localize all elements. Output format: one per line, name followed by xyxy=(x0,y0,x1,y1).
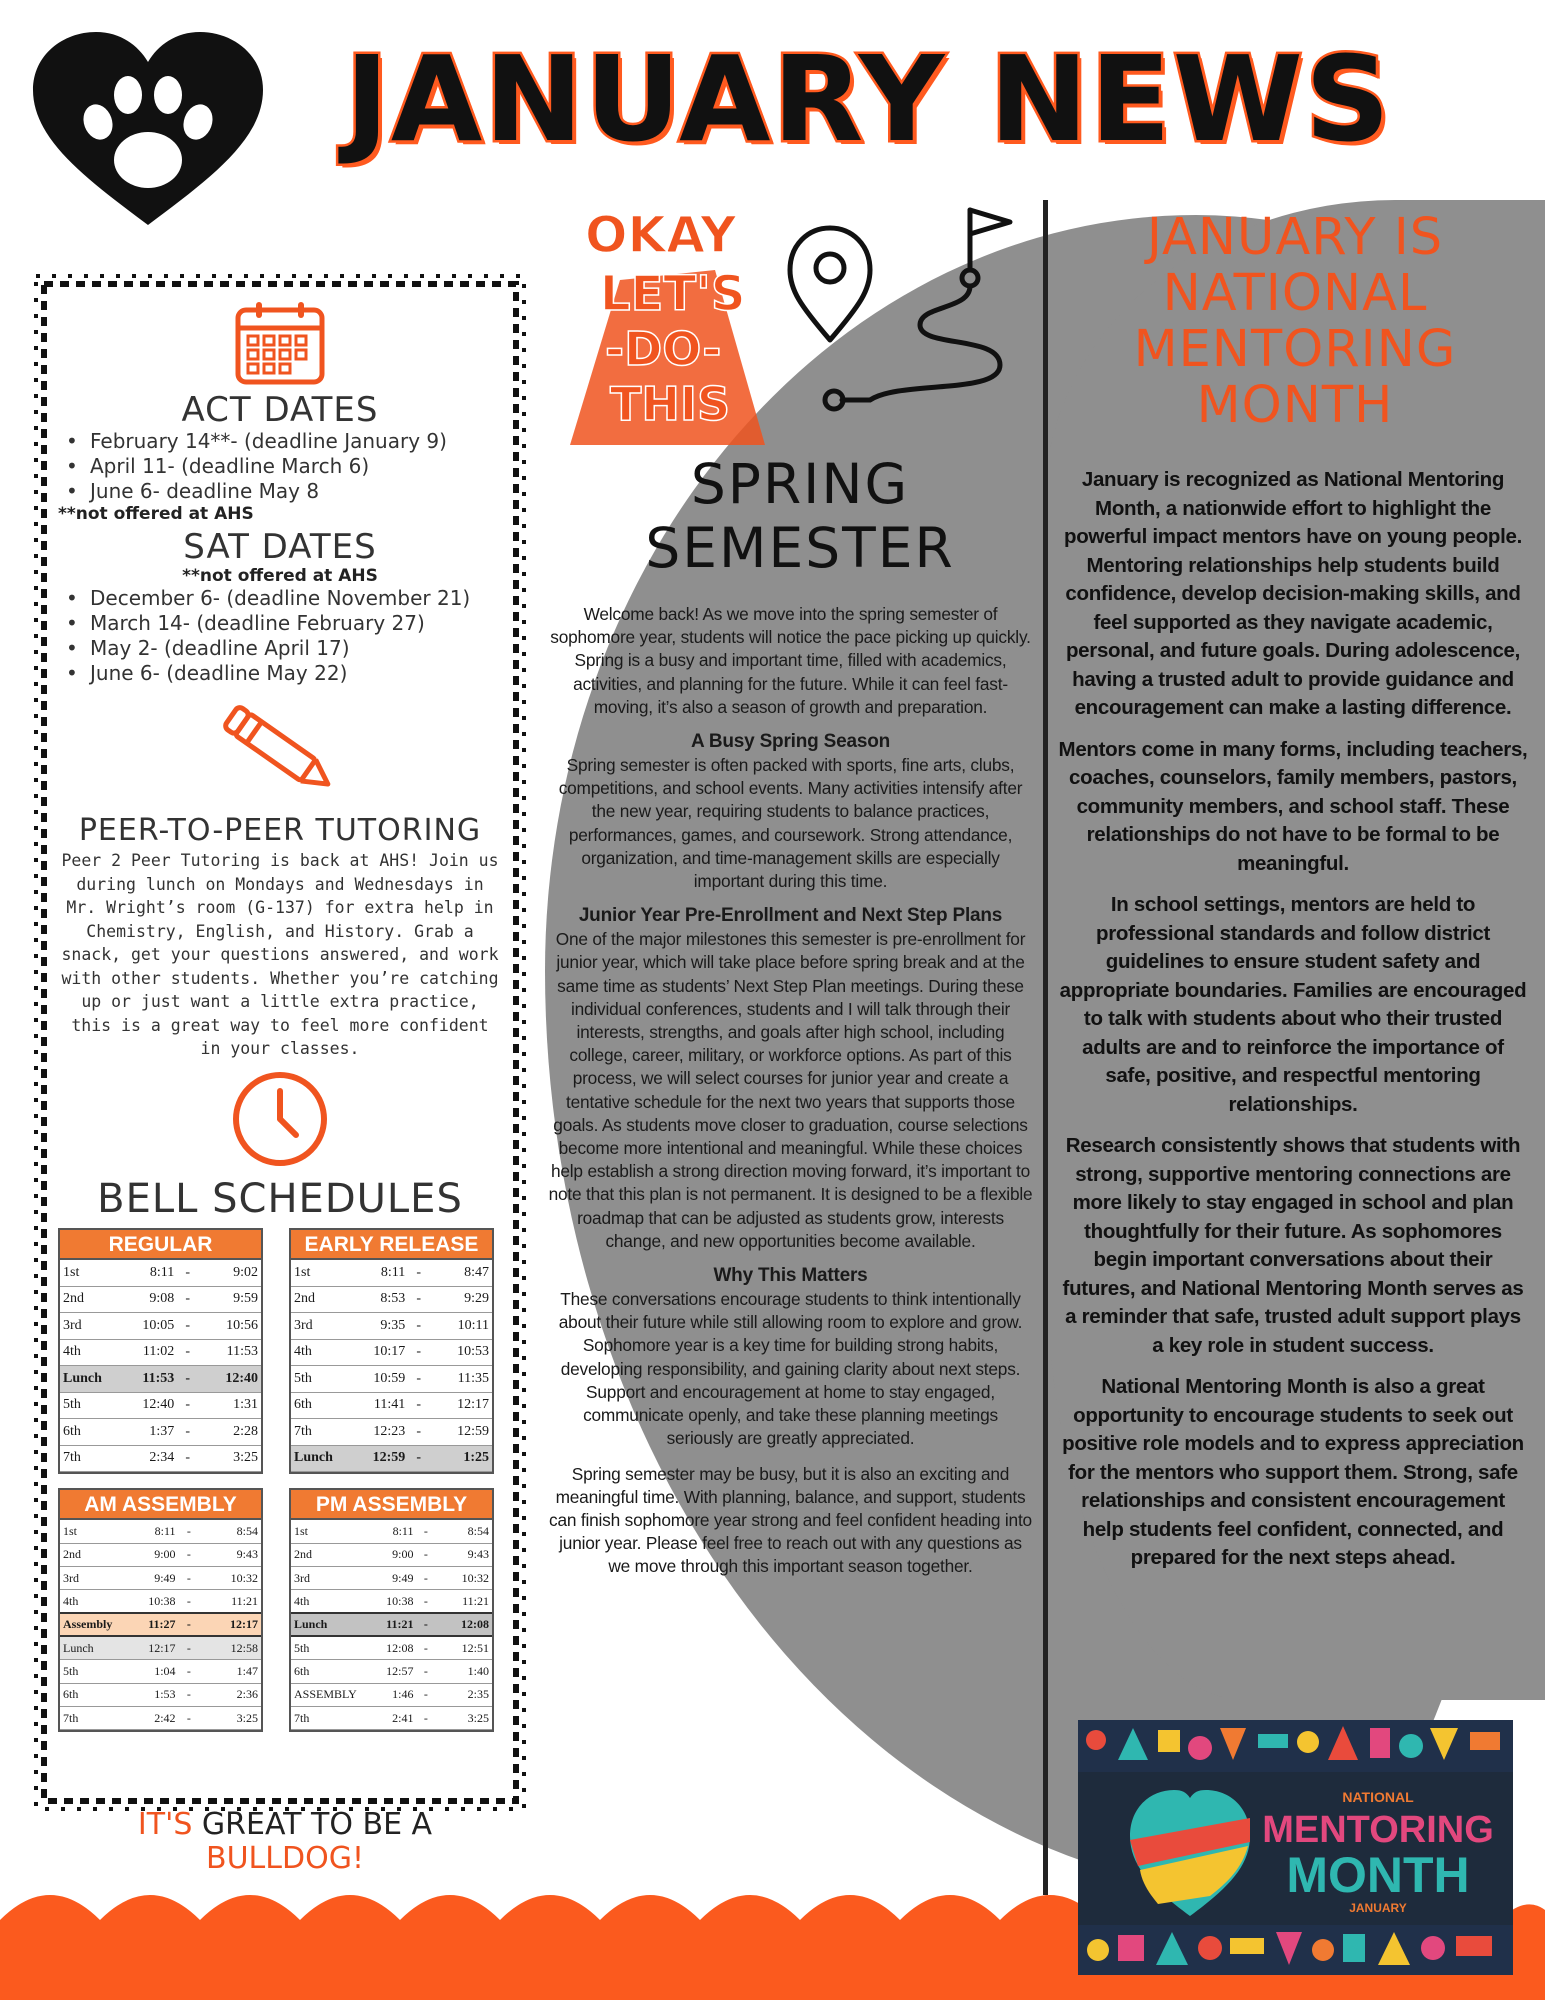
dash-cell: - xyxy=(177,1339,198,1366)
slogan-bulldog: BULLDOG! xyxy=(206,1841,364,1876)
dash-cell: - xyxy=(416,1706,435,1729)
period-cell: 4th xyxy=(291,1339,345,1366)
end-time-cell: 12:59 xyxy=(429,1419,492,1446)
table-row xyxy=(60,1613,261,1636)
tutoring-text: Peer 2 Peer Tutoring is back at AHS! Join us during lunch on Mondays and Wednesdays in Mr. Wright’s room (G-137) for extra help in Chemistry, English, and History. Grab a snack, get your questions answered, and work with other students. Whether you’re catching up or just want a little extra practice, this is a great way to feel more confident in your classes. xyxy=(61,851,499,1058)
table-row xyxy=(291,1706,492,1729)
table-row xyxy=(60,1366,261,1393)
end-time-cell: 3:25 xyxy=(435,1706,492,1729)
period-cell: 5th xyxy=(291,1366,345,1393)
end-time-cell: 1:40 xyxy=(435,1660,492,1683)
period-cell: 6th xyxy=(60,1683,117,1706)
end-time-cell: 3:25 xyxy=(199,1706,261,1729)
dash-cell: - xyxy=(416,1543,435,1566)
end-time-cell: 8:54 xyxy=(435,1520,492,1543)
start-time-cell: 12:57 xyxy=(360,1660,417,1683)
pattern-border-bottom xyxy=(1078,1925,1513,1975)
period-cell: 2nd xyxy=(60,1543,117,1566)
dash-cell: - xyxy=(416,1567,435,1590)
art-text-do: -DO- xyxy=(605,322,722,376)
start-time-cell: 9:49 xyxy=(117,1567,179,1590)
end-time-cell: 12:51 xyxy=(435,1636,492,1659)
start-time-cell: 2:34 xyxy=(114,1445,177,1472)
period-cell: 3rd xyxy=(291,1313,345,1340)
table-row xyxy=(60,1392,261,1419)
period-cell: 7th xyxy=(291,1419,345,1446)
pm-schedule-table xyxy=(291,1520,492,1730)
table-row xyxy=(60,1706,261,1729)
period-cell: 4th xyxy=(291,1590,360,1613)
section-text-pre-enrollment: One of the major milestones this semester is pre-enrollment for junior year, which will take place before spring break and at the same time as students’ Next Step Plan meetings. During these individual conferences, students and I will talk through their interests, strengths, and goals after high school, including college, career, military, or workforce options. As part of this process, we will select courses for junior year and create a tentative schedule for the next two years that supports those goals. As students move closer to graduation, course selections become more intentional and meaningful. While these choices help establish a strong direction moving forward, it’s important to note that this plan is not permanent. It is designed to be a flexible roadmap that can be adjusted as students grow, interests change, and new opportunities become available. xyxy=(548,929,1033,1251)
art-text-this: THIS xyxy=(610,377,731,431)
start-time-cell: 10:59 xyxy=(345,1366,408,1393)
dash-cell: - xyxy=(416,1590,435,1613)
table-row xyxy=(291,1590,492,1613)
regular-schedule xyxy=(58,1228,263,1475)
end-time-cell: 12:17 xyxy=(429,1392,492,1419)
clock-icon xyxy=(230,1069,330,1169)
dash-cell: - xyxy=(408,1260,429,1287)
list-item: • February 14**- (deadline January 9) xyxy=(58,429,502,454)
act-heading: ACT DATES xyxy=(181,390,379,430)
start-time-cell: 12:59 xyxy=(345,1445,408,1472)
dash-cell: - xyxy=(408,1286,429,1313)
period-cell: 3rd xyxy=(60,1313,114,1340)
mentoring-month-title: JANUARY IS NATIONAL MENTORING MONTH xyxy=(1133,208,1457,435)
table-row xyxy=(60,1313,261,1340)
period-cell: 4th xyxy=(60,1339,114,1366)
spring-semester-title xyxy=(600,452,1000,580)
table-row xyxy=(291,1366,492,1393)
dash-cell: - xyxy=(179,1660,200,1683)
early-release-schedule-title: EARLY RELEASE xyxy=(291,1230,492,1260)
start-time-cell: 10:05 xyxy=(114,1313,177,1340)
dash-cell: - xyxy=(416,1613,435,1636)
section-text-busy-spring: Spring semester is often packed with sports, fine arts, clubs, competitions, and school events. Many activities intensify after the new year, requiring students to balance practices, performances, games, and coursework. Strong attendance, organization, and time-management skills are especially important during this time. xyxy=(558,755,1023,892)
table-row xyxy=(60,1339,261,1366)
table-row xyxy=(60,1636,261,1659)
mentoring-paragraph-3: In school settings, mentors are held to professional standards and follow district guidelines to ensure student safety and appropriate boundaries. Families are encouraged to talk with students about who their trusted adults are and to reinforce the importance of safe, positive, and respectful mentoring relationships. xyxy=(1059,893,1527,1116)
table-row xyxy=(291,1419,492,1446)
end-time-cell: 12:08 xyxy=(435,1613,492,1636)
end-time-cell: 8:47 xyxy=(429,1260,492,1287)
start-time-cell: 8:53 xyxy=(345,1286,408,1313)
start-time-cell: 9:00 xyxy=(117,1543,179,1566)
start-time-cell: 10:17 xyxy=(345,1339,408,1366)
sat-heading: SAT DATES xyxy=(183,527,377,567)
dash-cell: - xyxy=(177,1392,198,1419)
table-row xyxy=(291,1660,492,1683)
start-time-cell: 12:17 xyxy=(117,1636,179,1659)
table-row xyxy=(291,1445,492,1472)
early-schedule-table xyxy=(291,1260,492,1473)
table-row xyxy=(60,1445,261,1472)
intro-paragraph: Welcome back! As we move into the spring semester of sophomore year, students will notice the pace picking up quickly. Spring is a busy and important time, filled with academics, activities, and planning for the future. While it can feel fast-moving, it’s also a season of growth and preparation. xyxy=(550,604,1031,717)
start-time-cell: 1:04 xyxy=(117,1660,179,1683)
okay-lets-do-this-graphic xyxy=(565,200,775,450)
table-row xyxy=(60,1567,261,1590)
end-time-cell: 9:43 xyxy=(435,1543,492,1566)
end-time-cell: 2:36 xyxy=(199,1683,261,1706)
start-time-cell: 9:49 xyxy=(360,1567,417,1590)
dash-cell: - xyxy=(179,1683,200,1706)
period-cell: 5th xyxy=(60,1392,114,1419)
start-time-cell: 11:02 xyxy=(114,1339,177,1366)
dash-cell: - xyxy=(408,1313,429,1340)
dash-cell: - xyxy=(179,1543,200,1566)
column-divider xyxy=(1043,200,1048,1895)
bulldog-slogan xyxy=(80,1808,490,1876)
dash-cell: - xyxy=(416,1520,435,1543)
dash-cell: - xyxy=(416,1660,435,1683)
mentoring-article xyxy=(1058,466,1528,1586)
end-time-cell: 9:02 xyxy=(198,1260,261,1287)
dash-cell: - xyxy=(177,1419,198,1446)
art-text-lets: LET'S xyxy=(600,266,746,322)
mentoring-paragraph-1: January is recognized as National Mentoring Month, a nationwide effort to highlight the powerful impact mentors have on young people. Mentoring relationships help students build confidence, develop decision-making skills, and feel supported as they navigate academic, personal, and future goals. During adolescence, having a trusted adult to provide guidance and encouragement can make a lasting difference. xyxy=(1063,468,1523,719)
start-time-cell: 12:08 xyxy=(360,1636,417,1659)
dash-cell: - xyxy=(408,1366,429,1393)
title-line-1: SPRING xyxy=(690,452,910,516)
table-row xyxy=(60,1419,261,1446)
period-cell: 1st xyxy=(60,1260,114,1287)
left-info-panel xyxy=(30,270,530,1815)
period-cell: ASSEMBLY xyxy=(291,1683,360,1706)
mentoring-paragraph-4: Research consistently shows that students with strong, supportive mentoring connections are more likely to stay engaged in school and plan thoughtfully for their future. As sophomores begin important conversations about their futures, and National Mentoring Month serves as a reminder that safe, trusted adult support plays a key role in student success. xyxy=(1062,1134,1524,1357)
start-time-cell: 10:38 xyxy=(360,1590,417,1613)
start-time-cell: 8:11 xyxy=(117,1520,179,1543)
spring-semester-article xyxy=(548,603,1033,1579)
start-time-cell: 9:35 xyxy=(345,1313,408,1340)
dash-cell: - xyxy=(179,1567,200,1590)
end-time-cell: 10:53 xyxy=(429,1339,492,1366)
tutoring-heading: PEER-TO-PEER TUTORING xyxy=(78,813,482,848)
slogan-its: IT'S xyxy=(137,1807,193,1842)
end-time-cell: 2:35 xyxy=(435,1683,492,1706)
sat-note: **not offered at AHS xyxy=(182,566,378,586)
period-cell: Lunch xyxy=(291,1445,345,1472)
paw-heart-icon xyxy=(28,30,268,230)
dash-cell: - xyxy=(177,1366,198,1393)
start-time-cell: 12:40 xyxy=(114,1392,177,1419)
end-time-cell: 3:25 xyxy=(198,1445,261,1472)
period-cell: 7th xyxy=(60,1445,114,1472)
national-mentoring-month-badge xyxy=(1078,1720,1513,1975)
period-cell: Lunch xyxy=(60,1366,114,1393)
dash-cell: - xyxy=(177,1260,198,1287)
slogan-great: GREAT TO BE A xyxy=(192,1807,433,1842)
regular-schedule-title: REGULAR xyxy=(60,1230,261,1260)
dash-cell: - xyxy=(177,1445,198,1472)
period-cell: 1st xyxy=(291,1520,360,1543)
end-time-cell: 12:17 xyxy=(199,1613,261,1636)
page-title: JANUARY NEWS xyxy=(345,30,1392,168)
period-cell: 2nd xyxy=(60,1286,114,1313)
section-text-why-matters: These conversations encourage students to think intentionally about their future while still allowing room to explore and grow. Sophomore year is a key time for building strong habits, developing responsibility, and gaining clarity about next steps. Support and encouragement at home to stay engaged, communicate openly, and take these planning meetings seriously are greatly appreciated. xyxy=(558,1289,1023,1449)
dash-cell: - xyxy=(179,1613,200,1636)
table-row xyxy=(60,1543,261,1566)
early-release-schedule xyxy=(289,1228,494,1475)
table-row xyxy=(291,1392,492,1419)
table-row xyxy=(291,1260,492,1287)
badge-month-text: MONTH xyxy=(1286,1847,1470,1903)
end-time-cell: 10:56 xyxy=(198,1313,261,1340)
list-item: • March 14- (deadline February 27) xyxy=(58,611,502,636)
period-cell: 2nd xyxy=(291,1286,345,1313)
end-time-cell: 11:35 xyxy=(429,1366,492,1393)
table-row xyxy=(60,1520,261,1543)
end-time-cell: 1:31 xyxy=(198,1392,261,1419)
period-cell: 3rd xyxy=(60,1567,117,1590)
period-cell: Assembly xyxy=(60,1613,117,1636)
table-row xyxy=(291,1636,492,1659)
sat-date-list xyxy=(58,586,502,686)
start-time-cell: 2:41 xyxy=(360,1706,417,1729)
period-cell: Lunch xyxy=(291,1613,360,1636)
start-time-cell: 2:42 xyxy=(117,1706,179,1729)
badge-graphic xyxy=(1078,1720,1513,1975)
title-line-2: SEMESTER xyxy=(645,516,955,580)
am-assembly-schedule-title: AM ASSEMBLY xyxy=(60,1490,261,1520)
start-time-cell: 1:37 xyxy=(114,1419,177,1446)
table-row xyxy=(291,1543,492,1566)
end-time-cell: 12:58 xyxy=(199,1636,261,1659)
period-cell: 2nd xyxy=(291,1543,360,1566)
dash-cell: - xyxy=(416,1683,435,1706)
table-row xyxy=(291,1683,492,1706)
end-time-cell: 9:29 xyxy=(429,1286,492,1313)
table-row xyxy=(291,1613,492,1636)
pm-assembly-schedule-title: PM ASSEMBLY xyxy=(291,1490,492,1520)
period-cell: 7th xyxy=(291,1706,360,1729)
period-cell: 5th xyxy=(291,1636,360,1659)
start-time-cell: 9:08 xyxy=(114,1286,177,1313)
list-item: • April 11- (deadline March 6) xyxy=(58,454,502,479)
table-row xyxy=(60,1260,261,1287)
act-note: **not offered at AHS xyxy=(58,504,254,524)
table-row xyxy=(60,1683,261,1706)
table-row xyxy=(291,1286,492,1313)
period-cell: 6th xyxy=(291,1660,360,1683)
period-cell: 3rd xyxy=(291,1567,360,1590)
dash-cell: - xyxy=(408,1339,429,1366)
dash-cell: - xyxy=(177,1313,198,1340)
dash-cell: - xyxy=(179,1590,200,1613)
period-cell: 7th xyxy=(60,1706,117,1729)
mentoring-paragraph-2: Mentors come in many forms, including teachers, coaches, counselors, family members, pastors, community members, and school staff. These relationships do not have to be formal to be meaningful. xyxy=(1058,737,1528,875)
end-time-cell: 1:47 xyxy=(199,1660,261,1683)
dash-cell: - xyxy=(416,1636,435,1659)
period-cell: 4th xyxy=(60,1590,117,1613)
dash-cell: - xyxy=(179,1520,200,1543)
start-time-cell: 11:27 xyxy=(117,1613,179,1636)
start-time-cell: 11:21 xyxy=(360,1613,417,1636)
end-time-cell: 1:25 xyxy=(429,1445,492,1472)
end-time-cell: 10:32 xyxy=(435,1567,492,1590)
table-row xyxy=(60,1286,261,1313)
list-item: • June 6- (deadline May 22) xyxy=(58,661,502,686)
list-item: • June 6- deadline May 8 xyxy=(58,479,502,504)
am-schedule-table xyxy=(60,1520,261,1730)
period-cell: 6th xyxy=(60,1419,114,1446)
closing-paragraph: Spring semester may be busy, but it is also an exciting and meaningful time. With planning, balance, and support, students can finish sophomore year strong and feel confident heading into junior year. Please feel free to reach out with any questions as we move through this important season together. xyxy=(549,1463,1032,1577)
bell-schedules-heading: BELL SCHEDULES xyxy=(97,1175,463,1222)
section-heading-busy-spring: A Busy Spring Season xyxy=(690,731,891,753)
end-time-cell: 11:21 xyxy=(435,1590,492,1613)
period-cell: 1st xyxy=(291,1260,345,1287)
list-item: • May 2- (deadline April 17) xyxy=(58,636,502,661)
start-time-cell: 12:23 xyxy=(345,1419,408,1446)
section-heading-pre-enrollment: Junior Year Pre-Enrollment and Next Step Plans xyxy=(578,905,1003,927)
badge-january-text: JANUARY xyxy=(1349,1901,1407,1915)
dash-cell: - xyxy=(408,1419,429,1446)
calendar-icon xyxy=(234,300,326,386)
table-row xyxy=(291,1313,492,1340)
start-time-cell: 1:46 xyxy=(360,1683,417,1706)
end-time-cell: 11:53 xyxy=(198,1339,261,1366)
start-time-cell: 1:53 xyxy=(117,1683,179,1706)
start-time-cell: 8:11 xyxy=(360,1520,417,1543)
dash-cell: - xyxy=(408,1445,429,1472)
start-time-cell: 8:11 xyxy=(345,1260,408,1287)
badge-national-text: NATIONAL xyxy=(1342,1789,1414,1805)
end-time-cell: 10:11 xyxy=(429,1313,492,1340)
badge-mentoring-text: MENTORING xyxy=(1262,1809,1494,1851)
end-time-cell: 12:40 xyxy=(198,1366,261,1393)
end-time-cell: 10:32 xyxy=(199,1567,261,1590)
table-row xyxy=(291,1339,492,1366)
map-pin-route-icon xyxy=(770,200,1040,440)
section-heading-why-matters: Why This Matters xyxy=(713,1265,868,1287)
period-cell: 6th xyxy=(291,1392,345,1419)
start-time-cell: 8:11 xyxy=(114,1260,177,1287)
dash-cell: - xyxy=(408,1392,429,1419)
end-time-cell: 11:21 xyxy=(199,1590,261,1613)
act-date-list xyxy=(58,429,502,504)
pm-assembly-schedule xyxy=(289,1488,494,1732)
dash-cell: - xyxy=(179,1636,200,1659)
end-time-cell: 2:28 xyxy=(198,1419,261,1446)
start-time-cell: 11:53 xyxy=(114,1366,177,1393)
mentoring-paragraph-5: National Mentoring Month is also a great opportunity to encourage students to seek out positive role models and to express appreciation for the mentors who support them. Strong, safe relationships and consistent encouragement help students feel confident, connected, and prepared for the next steps ahead. xyxy=(1062,1375,1524,1569)
pencil-icon xyxy=(215,698,345,808)
table-row xyxy=(291,1567,492,1590)
period-cell: Lunch xyxy=(60,1636,117,1659)
bell-schedule-grid xyxy=(58,1228,502,1733)
list-item: • December 6- (deadline November 21) xyxy=(58,586,502,611)
end-time-cell: 9:59 xyxy=(198,1286,261,1313)
dash-cell: - xyxy=(179,1706,200,1729)
start-time-cell: 9:00 xyxy=(360,1543,417,1566)
end-time-cell: 9:43 xyxy=(199,1543,261,1566)
end-time-cell: 8:54 xyxy=(199,1520,261,1543)
period-cell: 1st xyxy=(60,1520,117,1543)
period-cell: 5th xyxy=(60,1660,117,1683)
table-row xyxy=(291,1520,492,1543)
regular-schedule-table xyxy=(60,1260,261,1473)
am-assembly-schedule xyxy=(58,1488,263,1732)
table-row xyxy=(60,1660,261,1683)
art-text-okay: OKAY xyxy=(585,206,737,264)
dash-cell: - xyxy=(177,1286,198,1313)
start-time-cell: 10:38 xyxy=(117,1590,179,1613)
start-time-cell: 11:41 xyxy=(345,1392,408,1419)
pattern-border-top xyxy=(1078,1720,1513,1772)
table-row xyxy=(60,1590,261,1613)
